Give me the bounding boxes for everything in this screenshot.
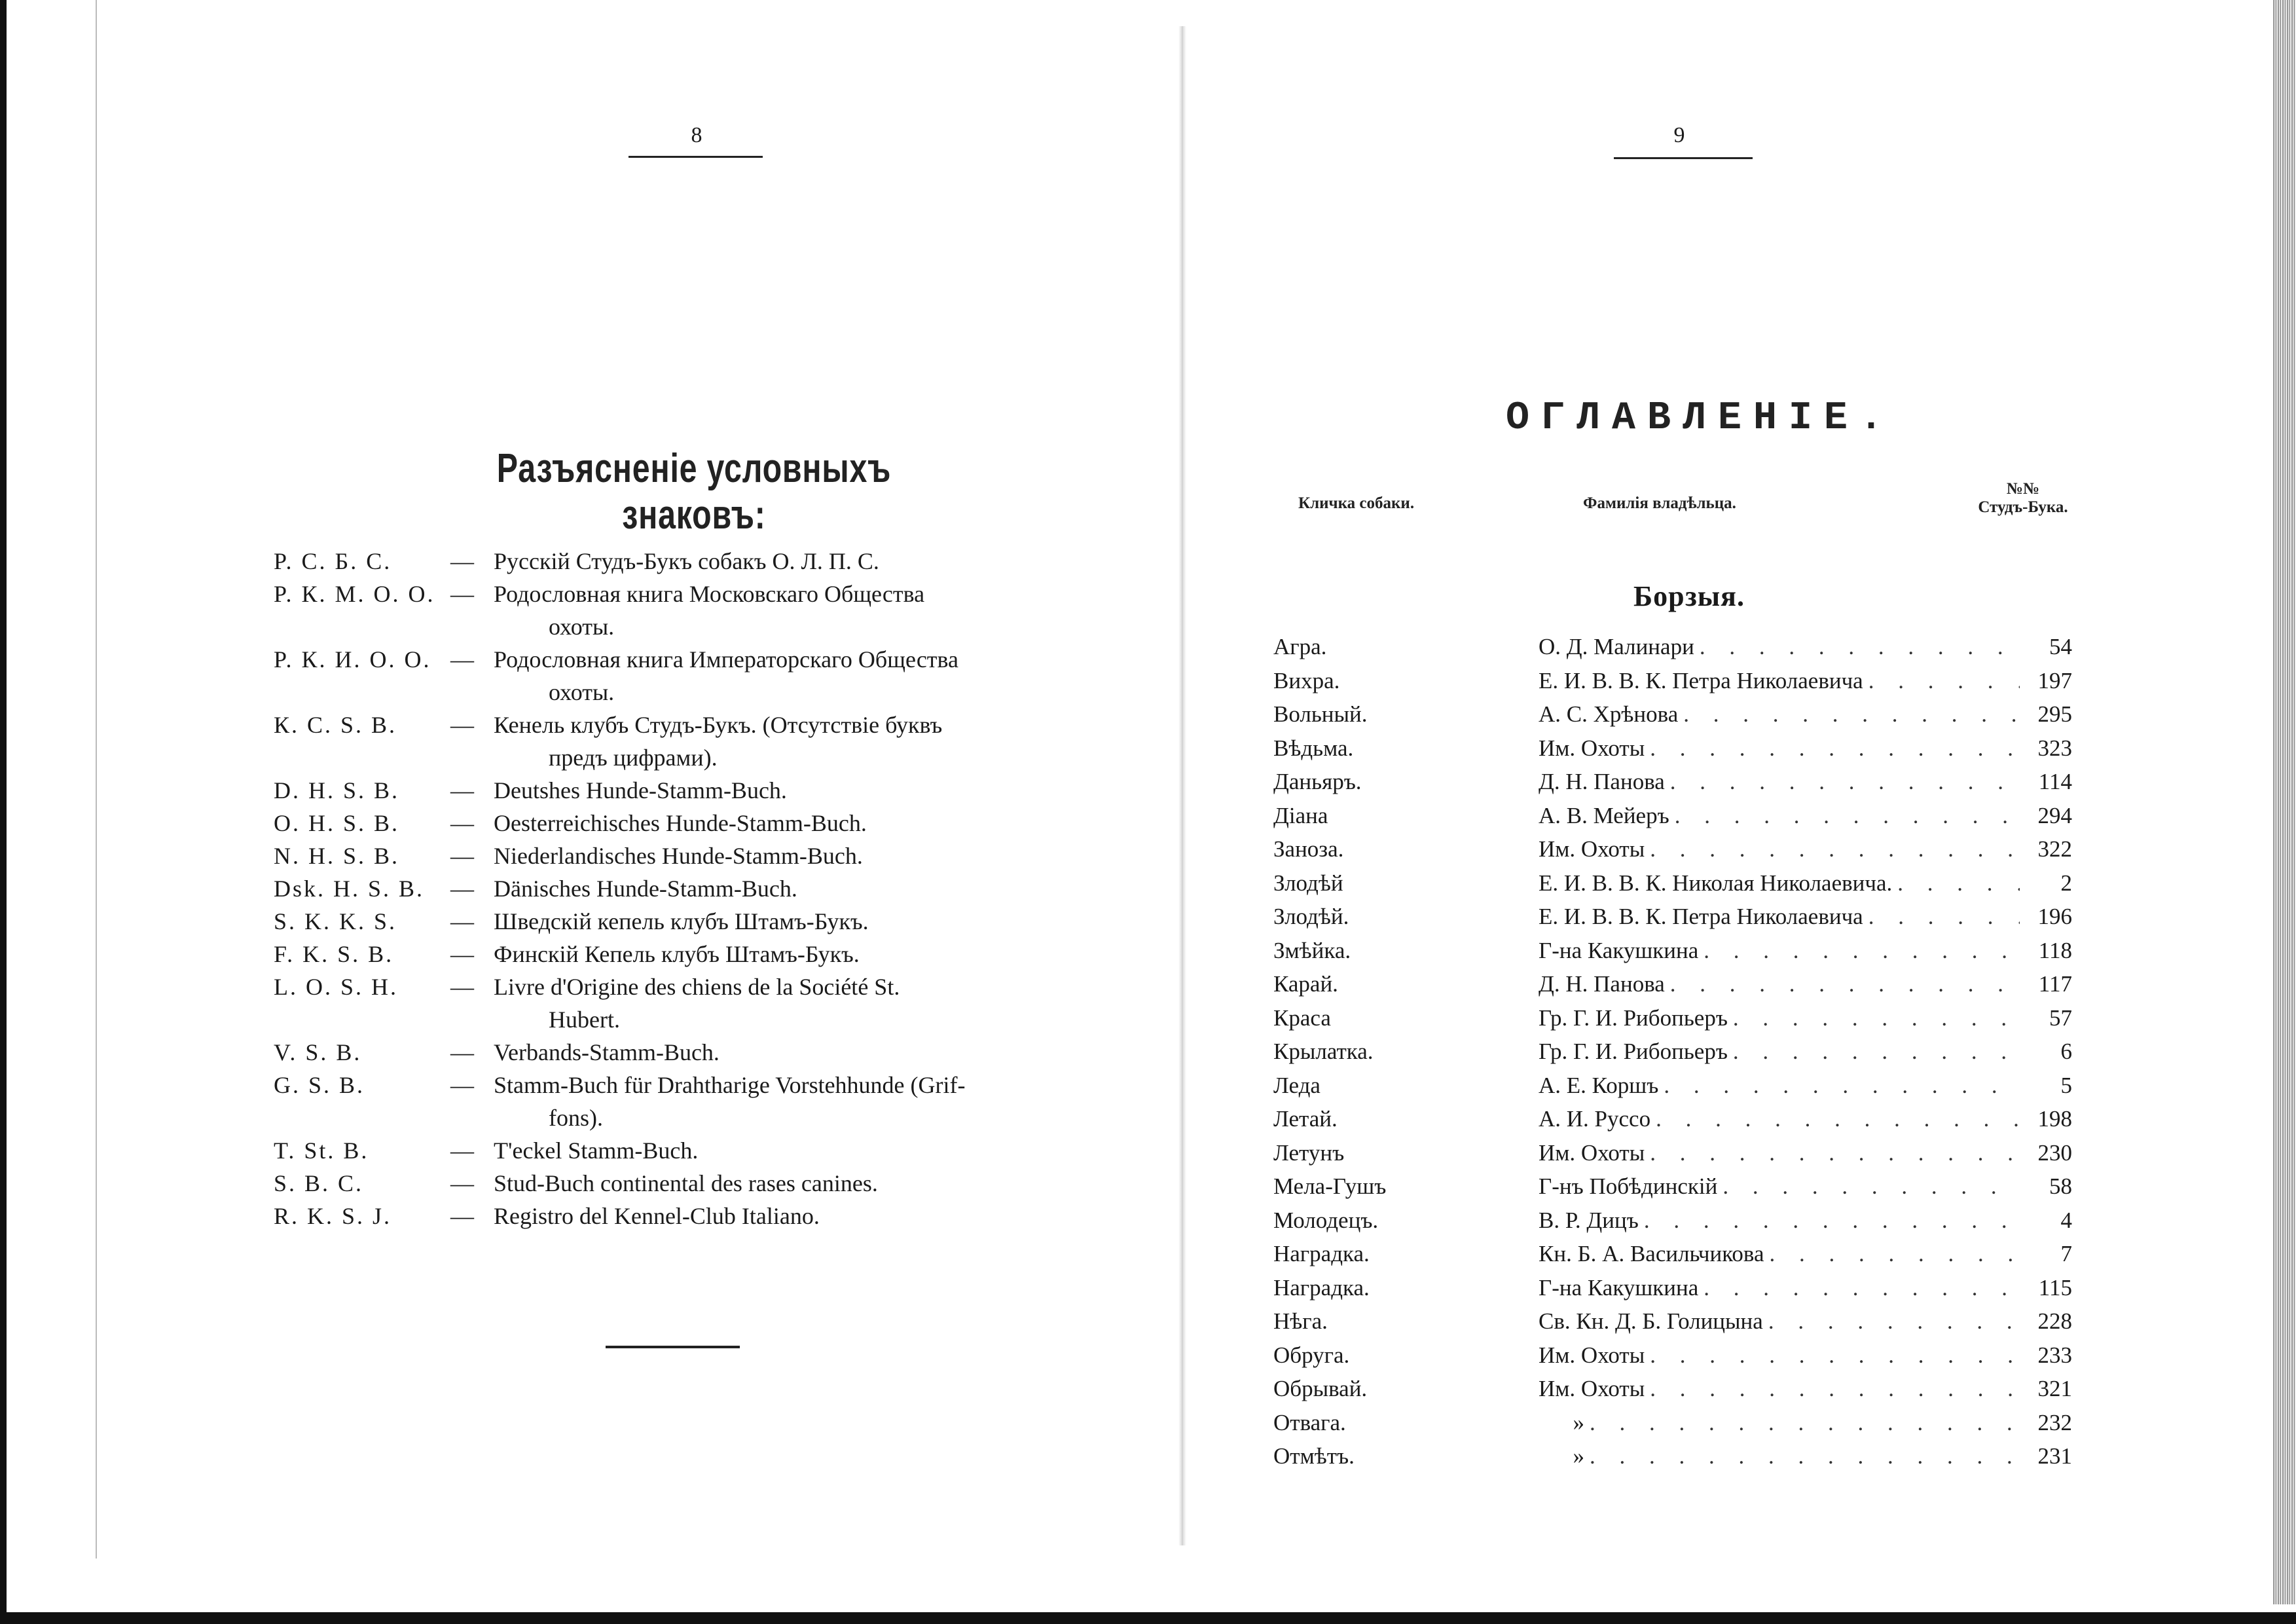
toc-row bbox=[1273, 1443, 2072, 1477]
stud-book-number: 228 bbox=[2037, 1308, 2072, 1334]
legend-dash: — bbox=[450, 646, 474, 673]
toc-title: ОГЛАВЛЕНІЕ. bbox=[1506, 396, 1895, 441]
legend-dash: — bbox=[450, 908, 474, 934]
page-number-rule-left bbox=[629, 156, 763, 158]
legend-description: T'eckel Stamm-Buch. bbox=[494, 1137, 699, 1164]
legend-dash: — bbox=[450, 810, 474, 836]
legend-description: Финскій Кепель клубъ Штамъ-Букъ. bbox=[494, 941, 860, 967]
toc-row bbox=[1273, 904, 2072, 938]
stud-book-number: 54 bbox=[2049, 634, 2072, 659]
toc-row bbox=[1273, 1342, 2072, 1376]
dot-leader bbox=[1863, 668, 2020, 694]
legend-abbreviation: S. K. K. S. bbox=[274, 908, 397, 934]
owner-cell bbox=[1539, 634, 2020, 660]
legend-abbreviation: S. B. C. bbox=[274, 1170, 364, 1196]
owner-cell bbox=[1539, 1308, 2020, 1335]
owner-name: Им. Охоты bbox=[1539, 836, 1645, 862]
owner-cell bbox=[1539, 971, 2020, 997]
dot-leader bbox=[1717, 1173, 2020, 1200]
dog-name: Обрывай. bbox=[1273, 1376, 1368, 1401]
dog-name: Крылатка. bbox=[1273, 1039, 1374, 1064]
owner-name: А. И. Руссо bbox=[1539, 1106, 1651, 1132]
legend-abbreviation: F. K. S. B. bbox=[274, 941, 394, 967]
owner-cell bbox=[1539, 1106, 2020, 1132]
owner-cell bbox=[1539, 668, 2020, 694]
toc-row bbox=[1273, 1106, 2072, 1140]
legend-description: Stud-Buch continental des rases canines. bbox=[494, 1170, 878, 1196]
owner-cell bbox=[1539, 904, 2020, 930]
toc-row bbox=[1273, 769, 2072, 803]
owner-name: Им. Охоты bbox=[1539, 1376, 1645, 1401]
legend-description: Verbands-Stamm-Buch. bbox=[494, 1039, 720, 1065]
toc-row bbox=[1273, 1140, 2072, 1174]
end-rule bbox=[606, 1346, 740, 1348]
owner-cell bbox=[1539, 938, 2020, 964]
page-edge-line bbox=[96, 0, 97, 1559]
legend-abbreviation: Р. К. М. О. О. bbox=[274, 581, 435, 607]
dog-name: Обруга. bbox=[1273, 1342, 1350, 1368]
legend-dash: — bbox=[450, 1072, 474, 1098]
owner-name: » bbox=[1539, 1443, 1584, 1469]
scan-border-bottom bbox=[0, 1612, 2296, 1624]
section-title-borzoi: Борзыя. bbox=[1633, 580, 1745, 612]
legend-abbreviation: O. H. S. B. bbox=[274, 810, 400, 836]
toc-row bbox=[1273, 971, 2072, 1005]
legend-description: Niederlandisches Hunde-Stamm-Buch. bbox=[494, 843, 863, 869]
dog-name: Летунъ bbox=[1273, 1139, 1345, 1166]
legend-entry bbox=[274, 643, 1099, 676]
toc-row bbox=[1273, 1039, 2072, 1073]
legend-description-continuation: охоты. bbox=[549, 679, 615, 705]
legend-entry bbox=[274, 938, 1099, 970]
owner-name: В. Р. Дицъ bbox=[1539, 1207, 1639, 1233]
dot-leader bbox=[1728, 1005, 2020, 1031]
owner-cell bbox=[1539, 1241, 2020, 1267]
legend-entry bbox=[274, 1200, 1099, 1232]
legend-description: Родословная книга Императорскаго Общества bbox=[494, 646, 959, 673]
dog-name: Агра. bbox=[1273, 634, 1327, 659]
legend-description: Dänisches Hunde-Stamm-Buch. bbox=[494, 876, 797, 902]
dog-name: Леда bbox=[1273, 1072, 1321, 1098]
legend-abbreviation: К. С. S. В. bbox=[274, 712, 397, 738]
stud-book-number: 118 bbox=[2038, 937, 2072, 963]
toc-row bbox=[1273, 870, 2072, 904]
legend-entry bbox=[274, 807, 1099, 840]
stud-book-number: 58 bbox=[2049, 1173, 2072, 1199]
dog-name: Летай. bbox=[1273, 1106, 1338, 1132]
legend-entry bbox=[274, 1036, 1099, 1069]
legend-entry bbox=[274, 1167, 1099, 1200]
legend-dash: — bbox=[450, 1039, 474, 1065]
legend-entry bbox=[274, 545, 1099, 578]
dog-name: Карай. bbox=[1273, 971, 1338, 997]
dog-name: Вихра. bbox=[1273, 667, 1340, 693]
toc-row bbox=[1273, 1073, 2072, 1107]
toc-row bbox=[1273, 1208, 2072, 1242]
legend-entry bbox=[274, 872, 1099, 905]
column-header-number-symbol: №№ bbox=[2006, 480, 2040, 498]
legend-dash: — bbox=[450, 941, 474, 967]
owner-cell bbox=[1539, 1376, 2020, 1402]
abbreviation-legend-list bbox=[274, 545, 1099, 1232]
legend-dash: — bbox=[450, 876, 474, 902]
owner-name: Гр. Г. И. Рибопьеръ bbox=[1539, 1039, 1728, 1064]
dog-name: Заноза. bbox=[1273, 836, 1344, 862]
legend-abbreviation: Р. С. Б. С. bbox=[274, 548, 392, 574]
owner-cell bbox=[1539, 1039, 2020, 1065]
stud-book-number: 196 bbox=[2037, 904, 2072, 929]
dog-name: Наградка. bbox=[1273, 1274, 1370, 1301]
owner-name: Е. И. В. В. К. Николая Николаевича. bbox=[1539, 870, 1893, 896]
toc-row bbox=[1273, 803, 2072, 837]
dot-leader bbox=[1665, 769, 2020, 795]
dot-leader bbox=[1892, 870, 2020, 896]
dot-leader bbox=[1678, 701, 2020, 728]
legend-abbreviation: N. H. S. B. bbox=[274, 843, 400, 869]
dog-name: Отвага. bbox=[1273, 1409, 1346, 1435]
dog-name: Злодѣй. bbox=[1273, 904, 1349, 929]
dog-name: Змѣйка. bbox=[1273, 937, 1351, 963]
owner-name: » bbox=[1539, 1409, 1584, 1435]
legend-dash: — bbox=[450, 1137, 474, 1164]
toc-row bbox=[1273, 701, 2072, 735]
toc-row bbox=[1273, 938, 2072, 972]
owner-name: Д. Н. Панова bbox=[1539, 769, 1665, 794]
legend-description-continuation: Hubert. bbox=[549, 1006, 620, 1033]
owner-name: А. Е. Коршъ bbox=[1539, 1072, 1659, 1098]
dot-leader bbox=[1694, 634, 2020, 660]
legend-entry bbox=[274, 1134, 1099, 1167]
legend-dash: — bbox=[450, 581, 474, 607]
dot-leader bbox=[1763, 1308, 2020, 1335]
owner-name: Кн. Б. А. Васильчикова bbox=[1539, 1241, 1764, 1266]
toc-row bbox=[1273, 735, 2072, 769]
stud-book-number: 294 bbox=[2037, 802, 2072, 828]
dot-leader bbox=[1645, 1140, 2020, 1166]
legend-entry bbox=[274, 840, 1099, 872]
stud-book-number: 5 bbox=[2060, 1072, 2072, 1098]
column-header-name: Кличка собаки. bbox=[1298, 494, 1415, 512]
dog-name: Даньяръ. bbox=[1273, 769, 1362, 794]
stud-book-number: 321 bbox=[2037, 1376, 2072, 1401]
legend-dash: — bbox=[450, 843, 474, 869]
dot-leader bbox=[1645, 735, 2020, 762]
legend-dash: — bbox=[450, 777, 474, 803]
dot-leader bbox=[1665, 971, 2020, 997]
dot-leader bbox=[1728, 1039, 2020, 1065]
legend-description: Deutshes Hunde-Stamm-Buch. bbox=[494, 777, 787, 803]
dot-leader bbox=[1669, 803, 2020, 829]
page-number-left: 8 bbox=[691, 123, 702, 147]
column-header-number bbox=[1958, 480, 2088, 517]
stud-book-number: 117 bbox=[2038, 971, 2072, 997]
dot-leader bbox=[1658, 1073, 2020, 1099]
legend-abbreviation: R. K. S. J. bbox=[274, 1203, 392, 1229]
legend-description-continuation: предъ цифрами). bbox=[549, 745, 718, 771]
legend-description: Registro del Kennel-Club Italiano. bbox=[494, 1203, 820, 1229]
owner-name: Е. И. В. В. К. Петра Николаевича bbox=[1539, 904, 1863, 929]
owner-cell bbox=[1539, 1073, 2020, 1099]
dot-leader bbox=[1698, 1275, 2020, 1301]
dot-leader bbox=[1764, 1241, 2020, 1267]
stud-book-number: 198 bbox=[2037, 1106, 2072, 1132]
owner-name: Г-нъ Побѣдинскій bbox=[1539, 1173, 1718, 1199]
stud-book-number: 57 bbox=[2049, 1005, 2072, 1031]
owner-cell bbox=[1539, 769, 2020, 795]
stud-book-number: 322 bbox=[2037, 836, 2072, 862]
dot-leader bbox=[1639, 1208, 2020, 1234]
stud-book-number: 197 bbox=[2037, 667, 2072, 693]
owner-name: Им. Охоты bbox=[1539, 735, 1645, 761]
owner-cell bbox=[1539, 1208, 2020, 1234]
legend-abbreviation: Р. К. И. О. О. bbox=[274, 646, 431, 673]
dot-leader bbox=[1698, 938, 2020, 964]
legend-abbreviation: G. S. B. bbox=[274, 1072, 365, 1098]
owner-cell bbox=[1539, 1275, 2020, 1301]
page-number-rule-right bbox=[1614, 157, 1753, 159]
legend-entry bbox=[274, 709, 1099, 741]
legend-abbreviation: V. S. B. bbox=[274, 1039, 362, 1065]
owner-name: Е. И. В. В. К. Петра Николаевича bbox=[1539, 667, 1863, 693]
dog-name: Вольный. bbox=[1273, 701, 1368, 727]
legend-dash: — bbox=[450, 548, 474, 574]
dot-leader bbox=[1645, 836, 2020, 862]
owner-cell bbox=[1539, 735, 2020, 762]
legend-description: Livre d'Origine des chiens de la Société St. bbox=[494, 974, 900, 1000]
owner-name: А. С. Хрѣнова bbox=[1539, 701, 1679, 727]
owner-cell bbox=[1539, 701, 2020, 728]
owner-name: О. Д. Малинари bbox=[1539, 634, 1694, 659]
toc-row bbox=[1273, 668, 2072, 702]
legend-description: Oesterreichisches Hunde-Stamm-Buch. bbox=[494, 810, 867, 836]
owner-name: А. В. Мейеръ bbox=[1539, 802, 1669, 828]
toc-row bbox=[1273, 836, 2072, 870]
legend-description-continuation: охоты. bbox=[549, 614, 615, 640]
owner-cell bbox=[1539, 1005, 2020, 1031]
dot-leader bbox=[1863, 904, 2020, 930]
book-gutter bbox=[1178, 26, 1186, 1545]
legend-description: Шведскій кепель клубъ Штамъ-Букъ. bbox=[494, 908, 869, 934]
toc-row bbox=[1273, 1376, 2072, 1410]
owner-name: Им. Охоты bbox=[1539, 1342, 1645, 1368]
column-header-number-label: Студъ-Бука. bbox=[1978, 498, 2068, 516]
legend-abbreviation: Dsk. H. S. B. bbox=[274, 876, 425, 902]
owner-cell bbox=[1539, 870, 2020, 896]
owner-name: Г-на Какушкина bbox=[1539, 1274, 1699, 1301]
legend-description: Кенель клубъ Студъ-Букъ. (Отсутствіе буквъ bbox=[494, 712, 943, 738]
owner-cell bbox=[1539, 836, 2020, 862]
stud-book-number: 230 bbox=[2037, 1139, 2072, 1166]
dog-name: Вѣдьма. bbox=[1273, 735, 1354, 761]
owner-cell bbox=[1539, 1410, 2020, 1436]
stud-book-number: 323 bbox=[2037, 735, 2072, 761]
toc-row bbox=[1273, 1173, 2072, 1208]
legend-description-continuation: fons). bbox=[549, 1105, 603, 1131]
dog-name: Отмѣтъ. bbox=[1273, 1443, 1355, 1469]
owner-name: Д. Н. Панова bbox=[1539, 971, 1665, 997]
dog-name: Нѣга. bbox=[1273, 1308, 1328, 1334]
owner-name: Им. Охоты bbox=[1539, 1139, 1645, 1166]
dog-name: Наградка. bbox=[1273, 1241, 1370, 1266]
legend-dash: — bbox=[450, 712, 474, 738]
toc-row bbox=[1273, 1241, 2072, 1275]
dog-name: Злодѣй bbox=[1273, 870, 1343, 896]
legend-dash: — bbox=[450, 1203, 474, 1229]
legend-abbreviation: T. St. B. bbox=[274, 1137, 369, 1164]
owner-cell bbox=[1539, 1140, 2020, 1166]
page-number-right: 9 bbox=[1673, 123, 1685, 147]
stud-book-number: 4 bbox=[2060, 1207, 2072, 1233]
legend-entry bbox=[274, 970, 1099, 1003]
legend-title: Разъясненіе условныхъ знаковъ: bbox=[496, 446, 892, 538]
legend-description: Русскій Студъ-Букъ собакъ О. Л. П. С. bbox=[494, 548, 879, 574]
owner-cell bbox=[1539, 1173, 2020, 1200]
owner-name: Св. Кн. Д. Б. Голицына bbox=[1539, 1308, 1763, 1334]
dot-leader bbox=[1650, 1106, 2020, 1132]
stud-book-number: 232 bbox=[2037, 1409, 2072, 1435]
column-header-owner: Фамилія владѣльца. bbox=[1583, 494, 1736, 512]
stud-book-number: 231 bbox=[2037, 1443, 2072, 1469]
dog-name: Краса bbox=[1273, 1005, 1331, 1031]
stud-book-number: 295 bbox=[2037, 701, 2072, 727]
dot-leader bbox=[1645, 1342, 2020, 1369]
stud-book-number: 7 bbox=[2060, 1241, 2072, 1266]
legend-entry bbox=[274, 1069, 1099, 1101]
toc-row bbox=[1273, 1005, 2072, 1039]
scan-border-left bbox=[0, 0, 7, 1624]
legend-abbreviation: L. O. S. H. bbox=[274, 974, 399, 1000]
owner-name: Гр. Г. И. Рибопьеръ bbox=[1539, 1005, 1728, 1031]
owner-cell bbox=[1539, 1443, 2020, 1469]
dog-name: Молодецъ. bbox=[1273, 1207, 1379, 1233]
toc-row bbox=[1273, 1308, 2072, 1342]
stud-book-number: 114 bbox=[2038, 769, 2072, 794]
legend-abbreviation: D. H. S. B. bbox=[274, 777, 400, 803]
dot-leader bbox=[1645, 1376, 2020, 1402]
dot-leader bbox=[1584, 1443, 2020, 1469]
dog-name: Мела-Гушъ bbox=[1273, 1173, 1387, 1199]
dot-leader bbox=[1584, 1410, 2020, 1436]
legend-description: Родословная книга Московскаго Общества bbox=[494, 581, 925, 607]
toc-row bbox=[1273, 1410, 2072, 1444]
stud-book-number: 2 bbox=[2060, 870, 2072, 896]
legend-dash: — bbox=[450, 1170, 474, 1196]
legend-dash: — bbox=[450, 974, 474, 1000]
owner-cell bbox=[1539, 1342, 2020, 1369]
legend-entry bbox=[274, 774, 1099, 807]
toc-row bbox=[1273, 1275, 2072, 1309]
legend-description: Stamm-Buch für Drahtharige Vorstehhunde (Grif- bbox=[494, 1072, 966, 1098]
toc-row bbox=[1273, 634, 2072, 668]
toc-list bbox=[1273, 634, 2072, 1477]
scan-border-right bbox=[2273, 0, 2296, 1604]
legend-entry bbox=[274, 905, 1099, 938]
dog-name: Діана bbox=[1273, 802, 1328, 828]
owner-cell bbox=[1539, 803, 2020, 829]
stud-book-number: 115 bbox=[2038, 1274, 2072, 1301]
legend-entry bbox=[274, 578, 1099, 610]
stud-book-number: 6 bbox=[2060, 1039, 2072, 1064]
owner-name: Г-на Какушкина bbox=[1539, 937, 1699, 963]
stud-book-number: 233 bbox=[2037, 1342, 2072, 1368]
